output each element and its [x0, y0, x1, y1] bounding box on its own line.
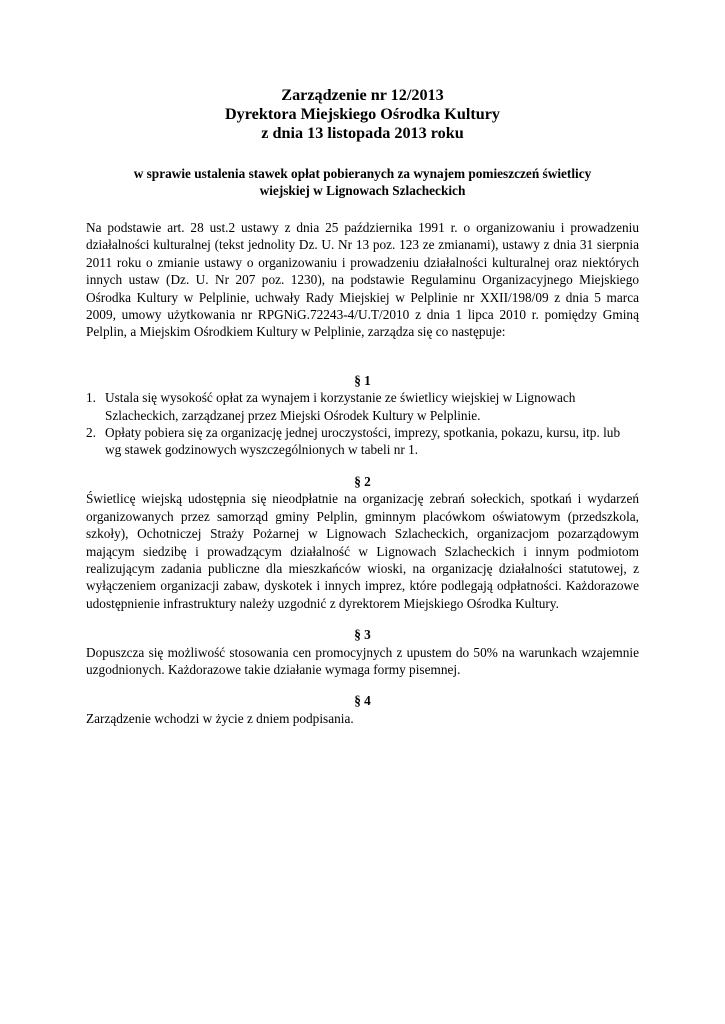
- document-title-date: z dnia 13 listopada 2013 roku: [261, 124, 464, 142]
- subject-line-2: wiejskiej w Lignowach Szlacheckich: [259, 182, 466, 198]
- document-title-number: Zarządzenie nr 12/2013: [281, 86, 444, 104]
- section-3-text: Dopuszcza się możliwość stosowania cen promocyjnych z upustem do 50% na warunkach wzajemnie uzgodnionych. Każdorazowe takie działanie wymaga formy pisemnej.: [86, 644, 639, 677]
- document-subject: [86, 166, 639, 199]
- list-item-text: Opłaty pobiera się za organizację jednej uroczystości, imprezy, spotkania, pokazu, kursu, itp. lub wg stawek godzinowych wyszczególnionych w tabeli nr 1.: [105, 425, 621, 458]
- section-2-heading: § 2: [354, 473, 371, 489]
- list-item-text: Ustala się wysokość opłat za wynajem i korzystanie ze świetlicy wiejskiej w Lignowach Szlacheckich, zarządzanej przez Miejski Ośrodek Kultury w Pelplinie.: [105, 390, 576, 423]
- subject-line-1: w sprawie ustalenia stawek opłat pobieranych za wynajem pomieszczeń świetlicy: [133, 166, 592, 181]
- section-1: [86, 372, 639, 459]
- list-item: [86, 389, 639, 424]
- section-3: [86, 626, 639, 678]
- list-item-number: 1.: [86, 390, 96, 406]
- section-4-heading: § 4: [354, 693, 371, 709]
- section-2-text: Świetlicę wiejską udostępnia się nieodpłatnie na organizację zebrań sołeckich, spotkań i wydarzeń organizowanych przez samorząd gminy Pelplin, gminnym placówkom oświatowym (przedszkola, szkoły), Ochotniczej Straży Pożarnej w Lignowach Szlacheckich, organizacjom pozarządowym mającym siedzibę i prowadzącym działalność w Lignowach Szlacheckich i innym podmiotom realizującym zadania publiczne dla mieszkańców wioski, na organizację działalności statutowej, z wyłączeniem organizacji zabaw, dyskotek i innych imprez, które podlegają odpłatności. Każdorazowe udostępnienie infrastruktury należy uzgodnić z dyrektorem Miejskiego Ośrodka Kultury.: [86, 491, 639, 611]
- list-item-number: 2.: [86, 425, 96, 441]
- section-3-heading: § 3: [354, 627, 371, 643]
- list-item: [86, 424, 639, 459]
- document-page: [86, 86, 639, 727]
- section-1-heading: § 1: [354, 372, 371, 388]
- section-4-text: Zarządzenie wchodzi w życie z dniem podpisania.: [86, 710, 354, 726]
- section-2: [86, 473, 639, 612]
- section-4: [86, 692, 639, 727]
- document-header: [86, 86, 639, 143]
- document-title-issuer: Dyrektora Miejskiego Ośrodka Kultury: [224, 105, 501, 123]
- legal-basis-paragraph: Na podstawie art. 28 ust.2 ustawy z dnia 25 października 1991 r. o organizowaniu i prowadzeniu działalności kulturalnej (tekst jednolity Dz. U. Nr 13 poz. 123 ze zmianami), ustawy z dnia 31 sierpnia 2011 roku o zmianie ustawy o organizowaniu i prowadzeniu działalności kulturalnej oraz niektórych innych ustaw (Dz. U. Nr 207 poz. 1230), na podstawie Regulaminu Organizacyjnego Miejskiego Ośrodka Kultury w Pelplinie, uchwały Rady Miejskiej w Pelplinie nr XXII/198/09 z dnia 5 marca 2009, umowy użytkowania nr RPGNiG.72243-4/U.T/2010 z dnia 1 lipca 2010 r. pomiędzy Gminą Pelplin, a Miejskim Ośrodkiem Kultury w Pelplinie, zarządza się co następuje:: [86, 220, 639, 340]
- section-1-list: [86, 389, 639, 459]
